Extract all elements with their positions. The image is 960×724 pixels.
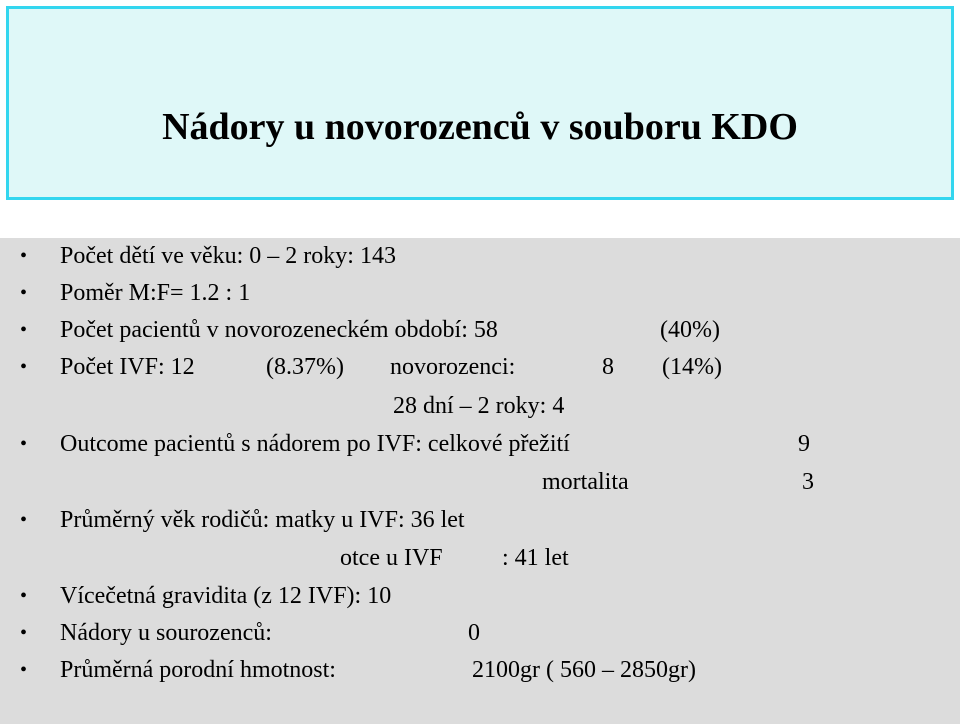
- list-item-value: 8: [602, 354, 614, 380]
- list-item: Počet pacientů v novorozeneckém období: 58: [60, 317, 498, 343]
- list-item-continuation: otce u IVF: [340, 545, 443, 571]
- list-item: Počet IVF: 12: [60, 354, 195, 380]
- bullet-icon: [20, 430, 28, 458]
- list-item-continuation: 28 dní – 2 roky: 4: [393, 393, 565, 419]
- list-item-value: (14%): [662, 354, 722, 380]
- list-item: Nádory u sourozenců:: [60, 620, 272, 646]
- list-item-value: 0: [468, 620, 480, 646]
- content-panel: [0, 238, 960, 724]
- list-item: Průměrný věk rodičů: matky u IVF: 36 let: [60, 507, 465, 533]
- bullet-icon: [20, 656, 28, 684]
- bullet-icon: [20, 242, 28, 270]
- list-item: Počet dětí ve věku: 0 – 2 roky: 143: [60, 243, 396, 269]
- bullet-icon: [20, 582, 28, 610]
- title-box: [6, 6, 954, 200]
- list-item: Průměrná porodní hmotnost:: [60, 657, 336, 683]
- list-item-continuation: mortalita: [542, 469, 629, 495]
- bullet-icon: [20, 506, 28, 534]
- bullet-icon: [20, 619, 28, 647]
- list-item: Poměr M:F= 1.2 : 1: [60, 280, 251, 306]
- list-item-value: 3: [802, 469, 814, 495]
- list-item-value: : 41 let: [502, 545, 569, 571]
- list-item-value: 9: [798, 431, 810, 457]
- bullet-icon: [20, 316, 28, 344]
- bullet-icon: [20, 279, 28, 307]
- list-item-value: (40%): [660, 317, 720, 343]
- list-item-value: 2100gr ( 560 – 2850gr): [472, 657, 696, 683]
- bullet-icon: [20, 353, 28, 381]
- list-item-value: (8.37%): [266, 354, 344, 380]
- list-item-label: novorozenci:: [390, 354, 516, 380]
- page-title: Nádory u novorozenců v souboru KDO: [162, 106, 798, 148]
- list-item: Vícečetná gravidita (z 12 IVF): 10: [60, 583, 392, 609]
- list-item: Outcome pacientů s nádorem po IVF: celkové přežití: [60, 431, 570, 457]
